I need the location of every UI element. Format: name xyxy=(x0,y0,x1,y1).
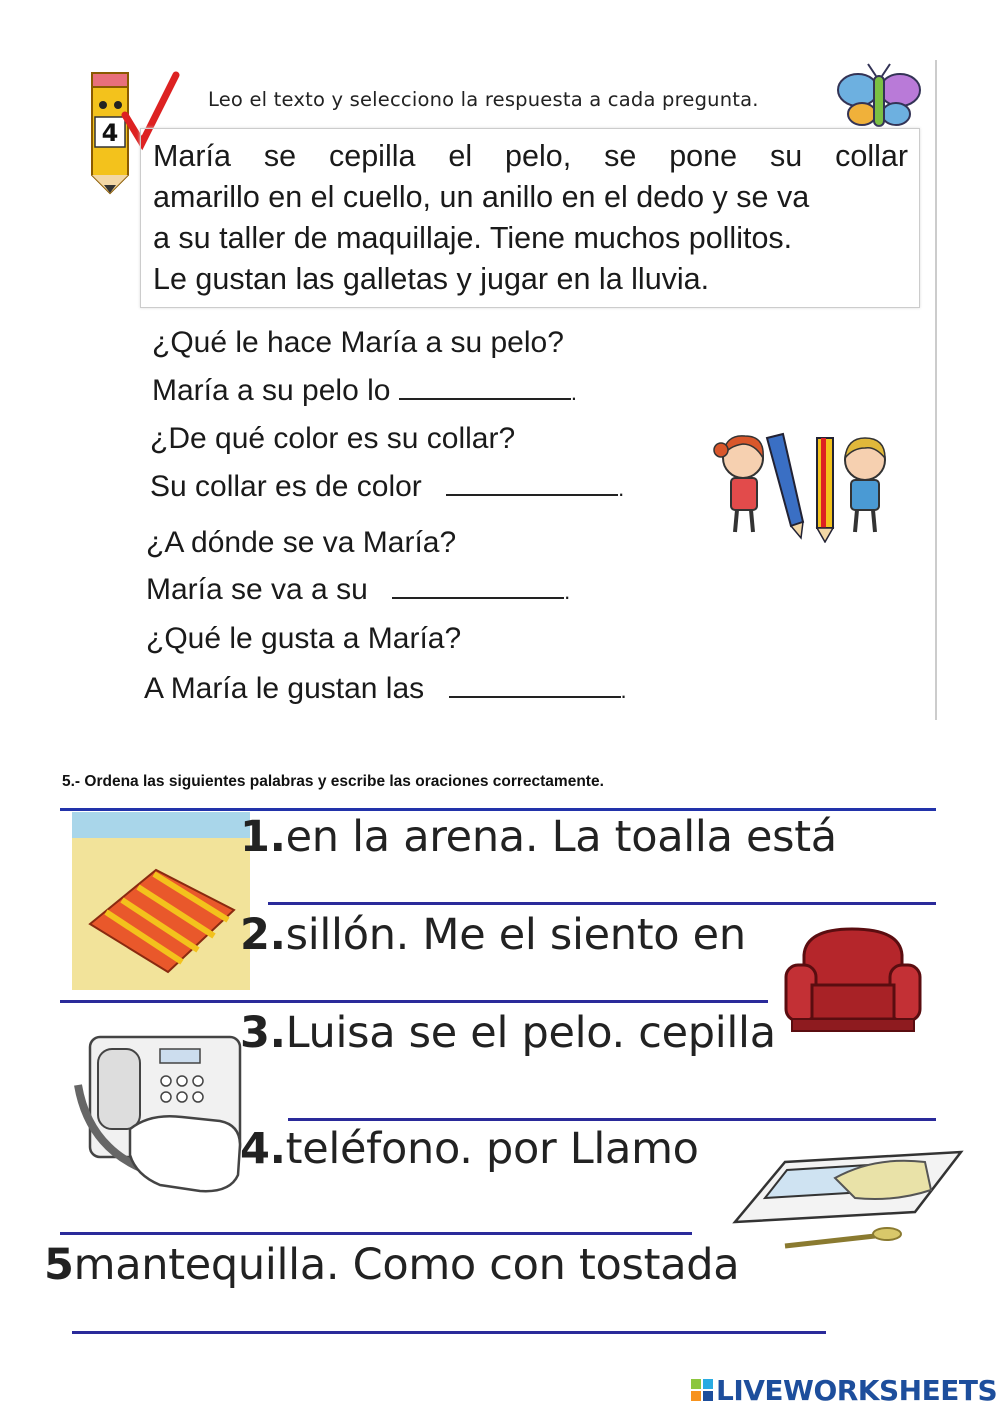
answer-blank-2[interactable] xyxy=(446,472,618,496)
reading-text-box xyxy=(140,128,920,308)
sentence-number-4: 4. xyxy=(240,1124,286,1174)
beach-towel-icon xyxy=(72,812,250,990)
answer-row-1 xyxy=(152,374,577,408)
kids-with-pencils-icon xyxy=(705,428,905,543)
armchair-icon xyxy=(782,925,924,1040)
scrambled-sentence-1 xyxy=(240,812,837,862)
answer-line-3[interactable] xyxy=(288,1118,936,1121)
sentence-number-2: 2. xyxy=(240,910,286,960)
answer-prefix-2: Su collar es de color xyxy=(150,470,422,503)
answer-suffix-4: . xyxy=(620,678,627,703)
answer-suffix-2: . xyxy=(618,476,625,501)
answer-prefix-4: A María le gustan las xyxy=(144,672,425,705)
answer-blank-4[interactable] xyxy=(449,674,621,698)
question-2: ¿De qué color es su collar? xyxy=(150,422,516,455)
answer-prefix-3: María se va a su xyxy=(146,573,368,606)
sentence-number-1: 1. xyxy=(240,812,286,862)
scrambled-sentence-3 xyxy=(240,1008,776,1058)
logo-text: LIVEWORKSHEETS xyxy=(716,1374,998,1407)
sentence-number-3: 3. xyxy=(240,1008,286,1058)
answer-line-4[interactable] xyxy=(60,1232,692,1235)
exercise-5-title: 5.- Ordena las siguientes palabras y escribe las oraciones correctamente. xyxy=(62,773,604,790)
answer-prefix-1: María a su pelo lo xyxy=(152,374,391,407)
scrambled-sentence-5 xyxy=(44,1240,739,1290)
reading-line: amarillo en el cuello, un anillo en el dedo y se va xyxy=(153,180,810,214)
badge-number: 4 xyxy=(101,119,119,147)
reading-line: Le gustan las galletas y jugar en la lluvia. xyxy=(153,262,710,296)
sentence-text-1: en la arena. La toalla está xyxy=(285,812,837,862)
answer-suffix-1: . xyxy=(570,380,577,405)
butter-and-knife-icon xyxy=(725,1142,965,1260)
scrambled-sentence-2 xyxy=(240,910,746,960)
answer-line-1[interactable] xyxy=(268,902,936,905)
answer-line-5[interactable] xyxy=(72,1331,826,1334)
sentence-text-4: teléfono. por Llamo xyxy=(285,1124,699,1174)
instruction-text: Leo el texto y selecciono la respuesta a cada pregunta. xyxy=(208,88,759,111)
reading-line: a su taller de maquillaje. Tiene muchos pollitos. xyxy=(153,221,793,255)
answer-row-4 xyxy=(144,672,627,706)
answer-line-2[interactable] xyxy=(60,1000,768,1003)
sentence-text-3: Luisa se el pelo. cepilla xyxy=(285,1008,776,1058)
question-1: ¿Qué le hace María a su pelo? xyxy=(152,326,564,359)
answer-blank-1[interactable] xyxy=(399,376,571,400)
reading-line: María se cepilla el pelo, se pone su collar xyxy=(153,139,908,173)
sentence-number-5: 5 xyxy=(44,1240,74,1290)
answer-blank-3[interactable] xyxy=(392,575,564,599)
sentence-text-2: sillón. Me el siento en xyxy=(285,910,746,960)
question-4: ¿Qué le gusta a María? xyxy=(146,622,462,655)
butterfly-icon xyxy=(836,62,922,132)
answer-row-3 xyxy=(146,573,570,607)
question-3: ¿A dónde se va María? xyxy=(146,526,457,559)
scrambled-sentence-4 xyxy=(240,1124,699,1174)
answer-suffix-3: . xyxy=(564,579,571,604)
sentence-text-5: mantequilla. Como con tostada xyxy=(73,1240,740,1290)
section-divider xyxy=(60,808,936,811)
answer-row-2 xyxy=(150,470,624,504)
liveworksheets-logo-icon xyxy=(690,1378,714,1402)
